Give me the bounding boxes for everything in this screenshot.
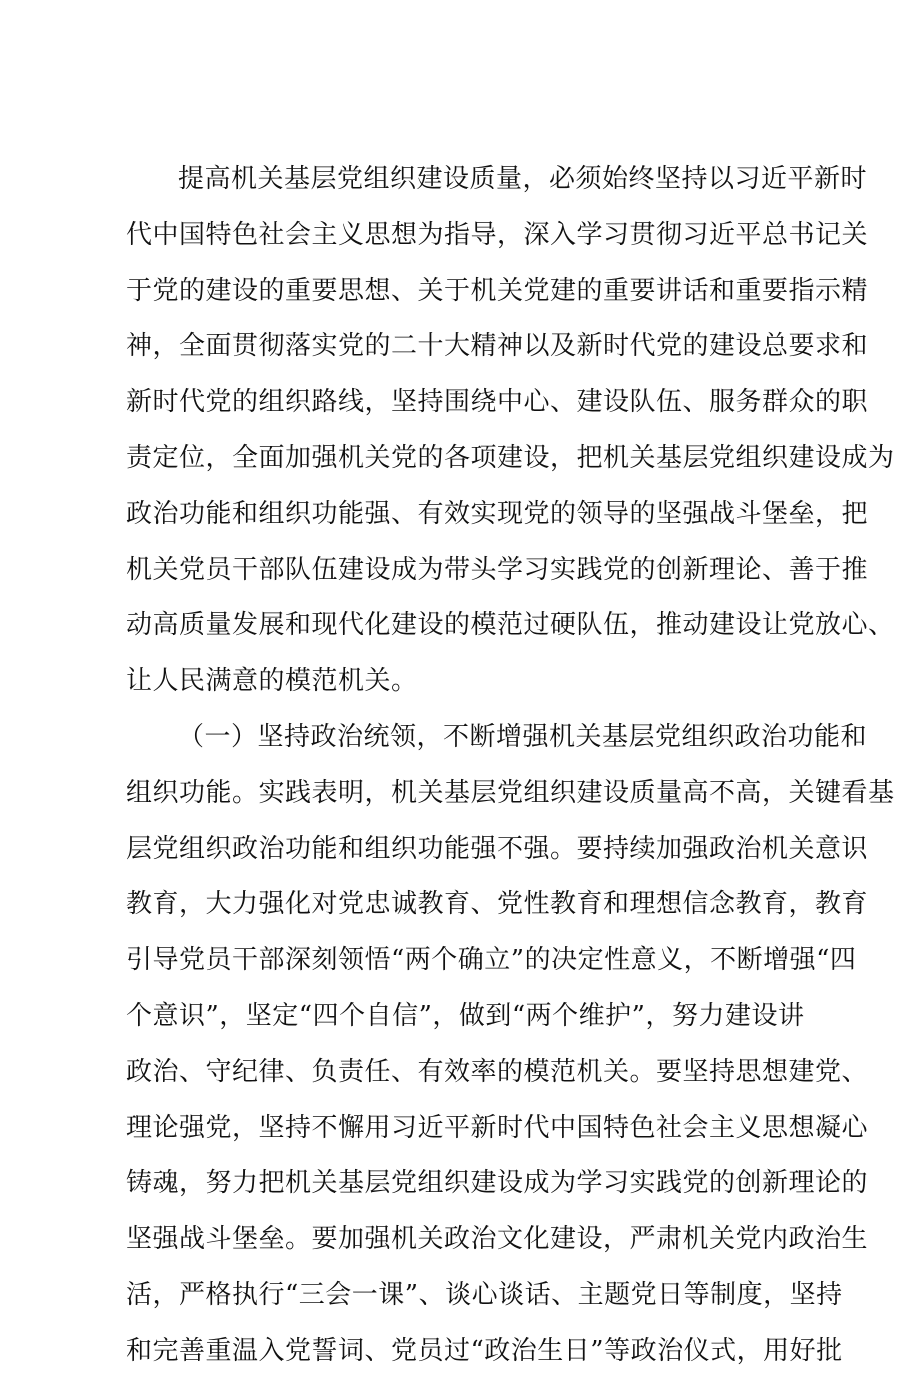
text-line: 教育，大力强化对党忠诚教育、党性教育和理想信念教育，教育 <box>126 889 869 920</box>
paragraph-section-one <box>126 710 895 1380</box>
text-line: 代中国特色社会主义思想为指导，深入学习贯彻习近平总书记关 <box>126 219 869 250</box>
text-line: 铸魂，努力把机关基层党组织建设成为学习实践党的创新理论的 <box>126 1168 869 1199</box>
paragraph-intro <box>126 152 895 710</box>
text-line: 政治、守纪律、负责任、有效率的模范机关。要坚持思想建党、 <box>126 1056 869 1087</box>
text-line: 活，严格执行“三会一课”、谈心谈话、主题党日等制度，坚持 <box>126 1279 843 1310</box>
text-line: 引导党员干部深刻领悟“两个确立”的决定性意义，不断增强“四 <box>126 945 857 976</box>
text-line: 动高质量发展和现代化建设的模范过硬队伍，推动建设让党放心、 <box>126 610 895 641</box>
text-line: 提高机关基层党组织建设质量，必须始终坚持以习近平新时 <box>178 164 868 194</box>
text-line: 于党的建设的重要思想、关于机关党建的重要讲话和重要指示精 <box>126 275 869 306</box>
text-line: 理论强党，坚持不懈用习近平新时代中国特色社会主义思想凝心 <box>126 1112 869 1143</box>
text-line: 神，全面贯彻落实党的二十大精神以及新时代党的建设总要求和 <box>126 331 869 362</box>
text-line: 让人民满意的模范机关。 <box>126 666 418 697</box>
text-line: 层党组织政治功能和组织功能强不强。要持续加强政治机关意识 <box>126 833 869 864</box>
text-line: 责定位，全面加强机关党的各项建设，把机关基层党组织建设成为 <box>126 442 895 473</box>
section-heading-line: （一）坚持政治统领，不断增强机关基层党组织政治功能和 <box>178 721 868 752</box>
document-body <box>126 152 895 1380</box>
text-line: 新时代党的组织路线，坚持围绕中心、建设队伍、服务群众的职 <box>126 387 869 418</box>
text-line: 组织功能。实践表明，机关基层党组织建设质量高不高，关键看基 <box>126 777 895 808</box>
text-line: 机关党员干部队伍建设成为带头学习实践党的创新理论、善于推 <box>126 554 869 585</box>
text-line: 政治功能和组织功能强、有效实现党的领导的坚强战斗堡垒，把 <box>126 498 869 529</box>
text-line: 个意识”，坚定“四个自信”，做到“两个维护”，努力建设讲 <box>126 1000 805 1031</box>
text-line: 坚强战斗堡垒。要加强机关政治文化建设，严肃机关党内政治生 <box>126 1224 869 1255</box>
text-line: 和完善重温入党誓词、党员过“政治生日”等政治仪式，用好批 <box>126 1335 843 1366</box>
